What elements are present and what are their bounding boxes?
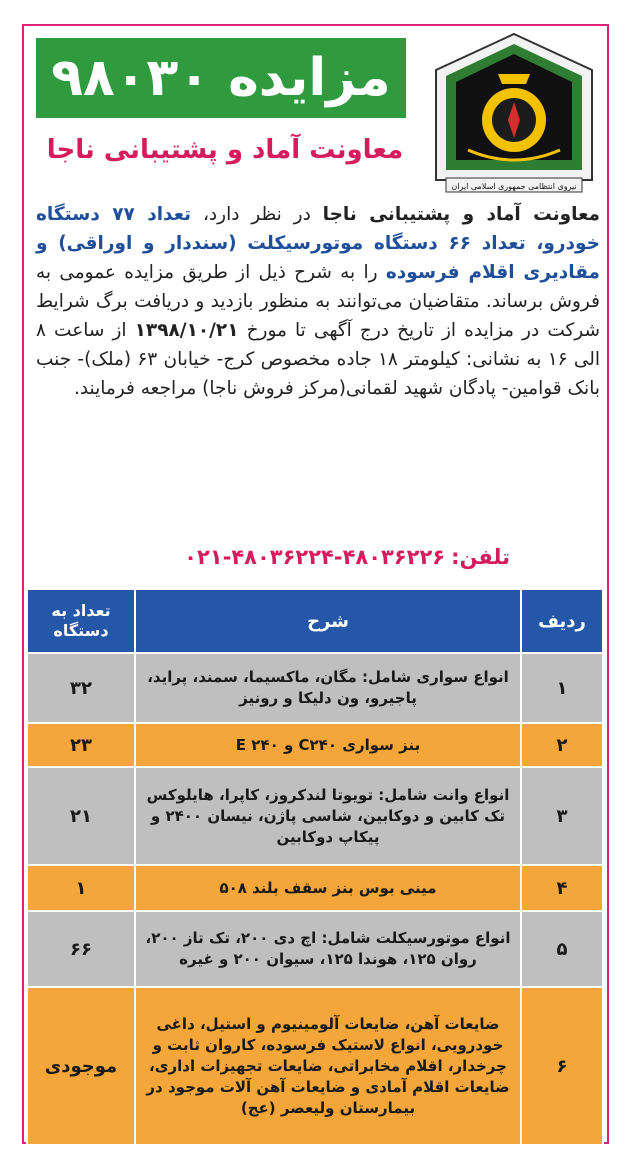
row-description: ضایعات آهن، ضایعات آلومینیوم و استیل، داغی خودرویی، انواع لاستیک فرسوده، کاروان ثابت و چرخدار، اقلام مخابراتی، ضایعات تجهیزات اداری، ضایعات اقلام آمادی و ضایعات آهن آلات موجود در بیمارستان ولیعصر (عج) (135, 987, 521, 1145)
row-number: ۴ (521, 865, 603, 911)
header-count: تعداد به دستگاه (27, 589, 135, 653)
row-count: ۶۶ (27, 911, 135, 987)
intro-text-1: در نظر دارد، (191, 204, 323, 225)
row-description: بنز سواری C۲۴۰ و ۲۴۰ E (135, 723, 521, 767)
police-emblem-icon (428, 30, 600, 196)
phone-line (120, 540, 510, 574)
intro-date: ۱۳۹۸/۱۰/۲۱ (134, 320, 239, 341)
row-description: انواع وانت شامل: تویوتا لندکروز، کاپرا، هایلوکس تک کابین و دوکابین، شاسی پاژن، نیسان ۲۴۰۰ و پیکاپ دوکابین (135, 767, 521, 865)
table-row (27, 767, 603, 865)
auction-title: مزایده ۹۸۰۳۰ (51, 48, 391, 108)
header-row: ردیف (521, 589, 603, 653)
auction-items-table (26, 588, 604, 1146)
intro-paragraph (36, 200, 600, 403)
row-description: انواع سواری شامل: مگان، ماکسیما، سمند، پراید، پاجیرو، ون دلیکا و رونیز (135, 653, 521, 723)
table-row (27, 865, 603, 911)
row-count: موجودی (27, 987, 135, 1145)
intro-text-3: از ساعت ۸ الی ۱۶ به نشانی: کیلومتر ۱۸ جاده مخصوص کرج- خیابان ۶۳ (ملک)- جنب بانک قوامین- پادگان شهید لقمانی(مرکز فروش ناجا) مراجعه فرمایند. (36, 320, 601, 399)
phone-numbers: ۰۲۱-۴۸۰۳۶۲۲۴-۴۸۰۳۶۲۲۶ (184, 545, 446, 569)
row-count: ۲۳ (27, 723, 135, 767)
auction-title-box (36, 38, 406, 118)
table-row (27, 653, 603, 723)
intro-org: معاونت آماد و پشتیبانی ناجا (322, 204, 600, 225)
row-number: ۳ (521, 767, 603, 865)
emblem-caption: نیروی انتظامی جمهوری اسلامی ایران (451, 182, 577, 191)
row-number: ۶ (521, 987, 603, 1145)
header-desc: شرح (135, 589, 521, 653)
row-description: انواع موتورسیکلت شامل: اچ دی ۲۰۰، تک تاز ۲۰۰، روان ۱۲۵، هوندا ۱۲۵، سیوان ۲۰۰ و غیره (135, 911, 521, 987)
row-count: ۲۱ (27, 767, 135, 865)
intro-text-2: را به شرح ذیل از طریق مزایده عمومی به فروش برساند. متقاضیان می‌توانند به منظور بازدید و دریافت برگ شرایط شرکت در مزایده از تاریخ درج آگهی تا مورخ (36, 262, 601, 341)
table-row (27, 911, 603, 987)
intro-highlight: تعداد ۷۷ دستگاه خودرو، تعداد ۶۶ دستگاه موتورسیکلت (سنددار و اوراقی) و مقادیری اقلام فرسوده (36, 204, 601, 283)
row-number: ۱ (521, 653, 603, 723)
row-count: ۳۲ (27, 653, 135, 723)
phone-label: تلفن: (451, 545, 510, 569)
table-row (27, 987, 603, 1145)
table-row (27, 723, 603, 767)
row-number: ۲ (521, 723, 603, 767)
row-number: ۵ (521, 911, 603, 987)
row-count: ۱ (27, 865, 135, 911)
row-description: مینی بوس بنز سقف بلند ۵۰۸ (135, 865, 521, 911)
organization-subtitle: معاونت آماد و پشتیبانی ناجا (46, 135, 404, 165)
